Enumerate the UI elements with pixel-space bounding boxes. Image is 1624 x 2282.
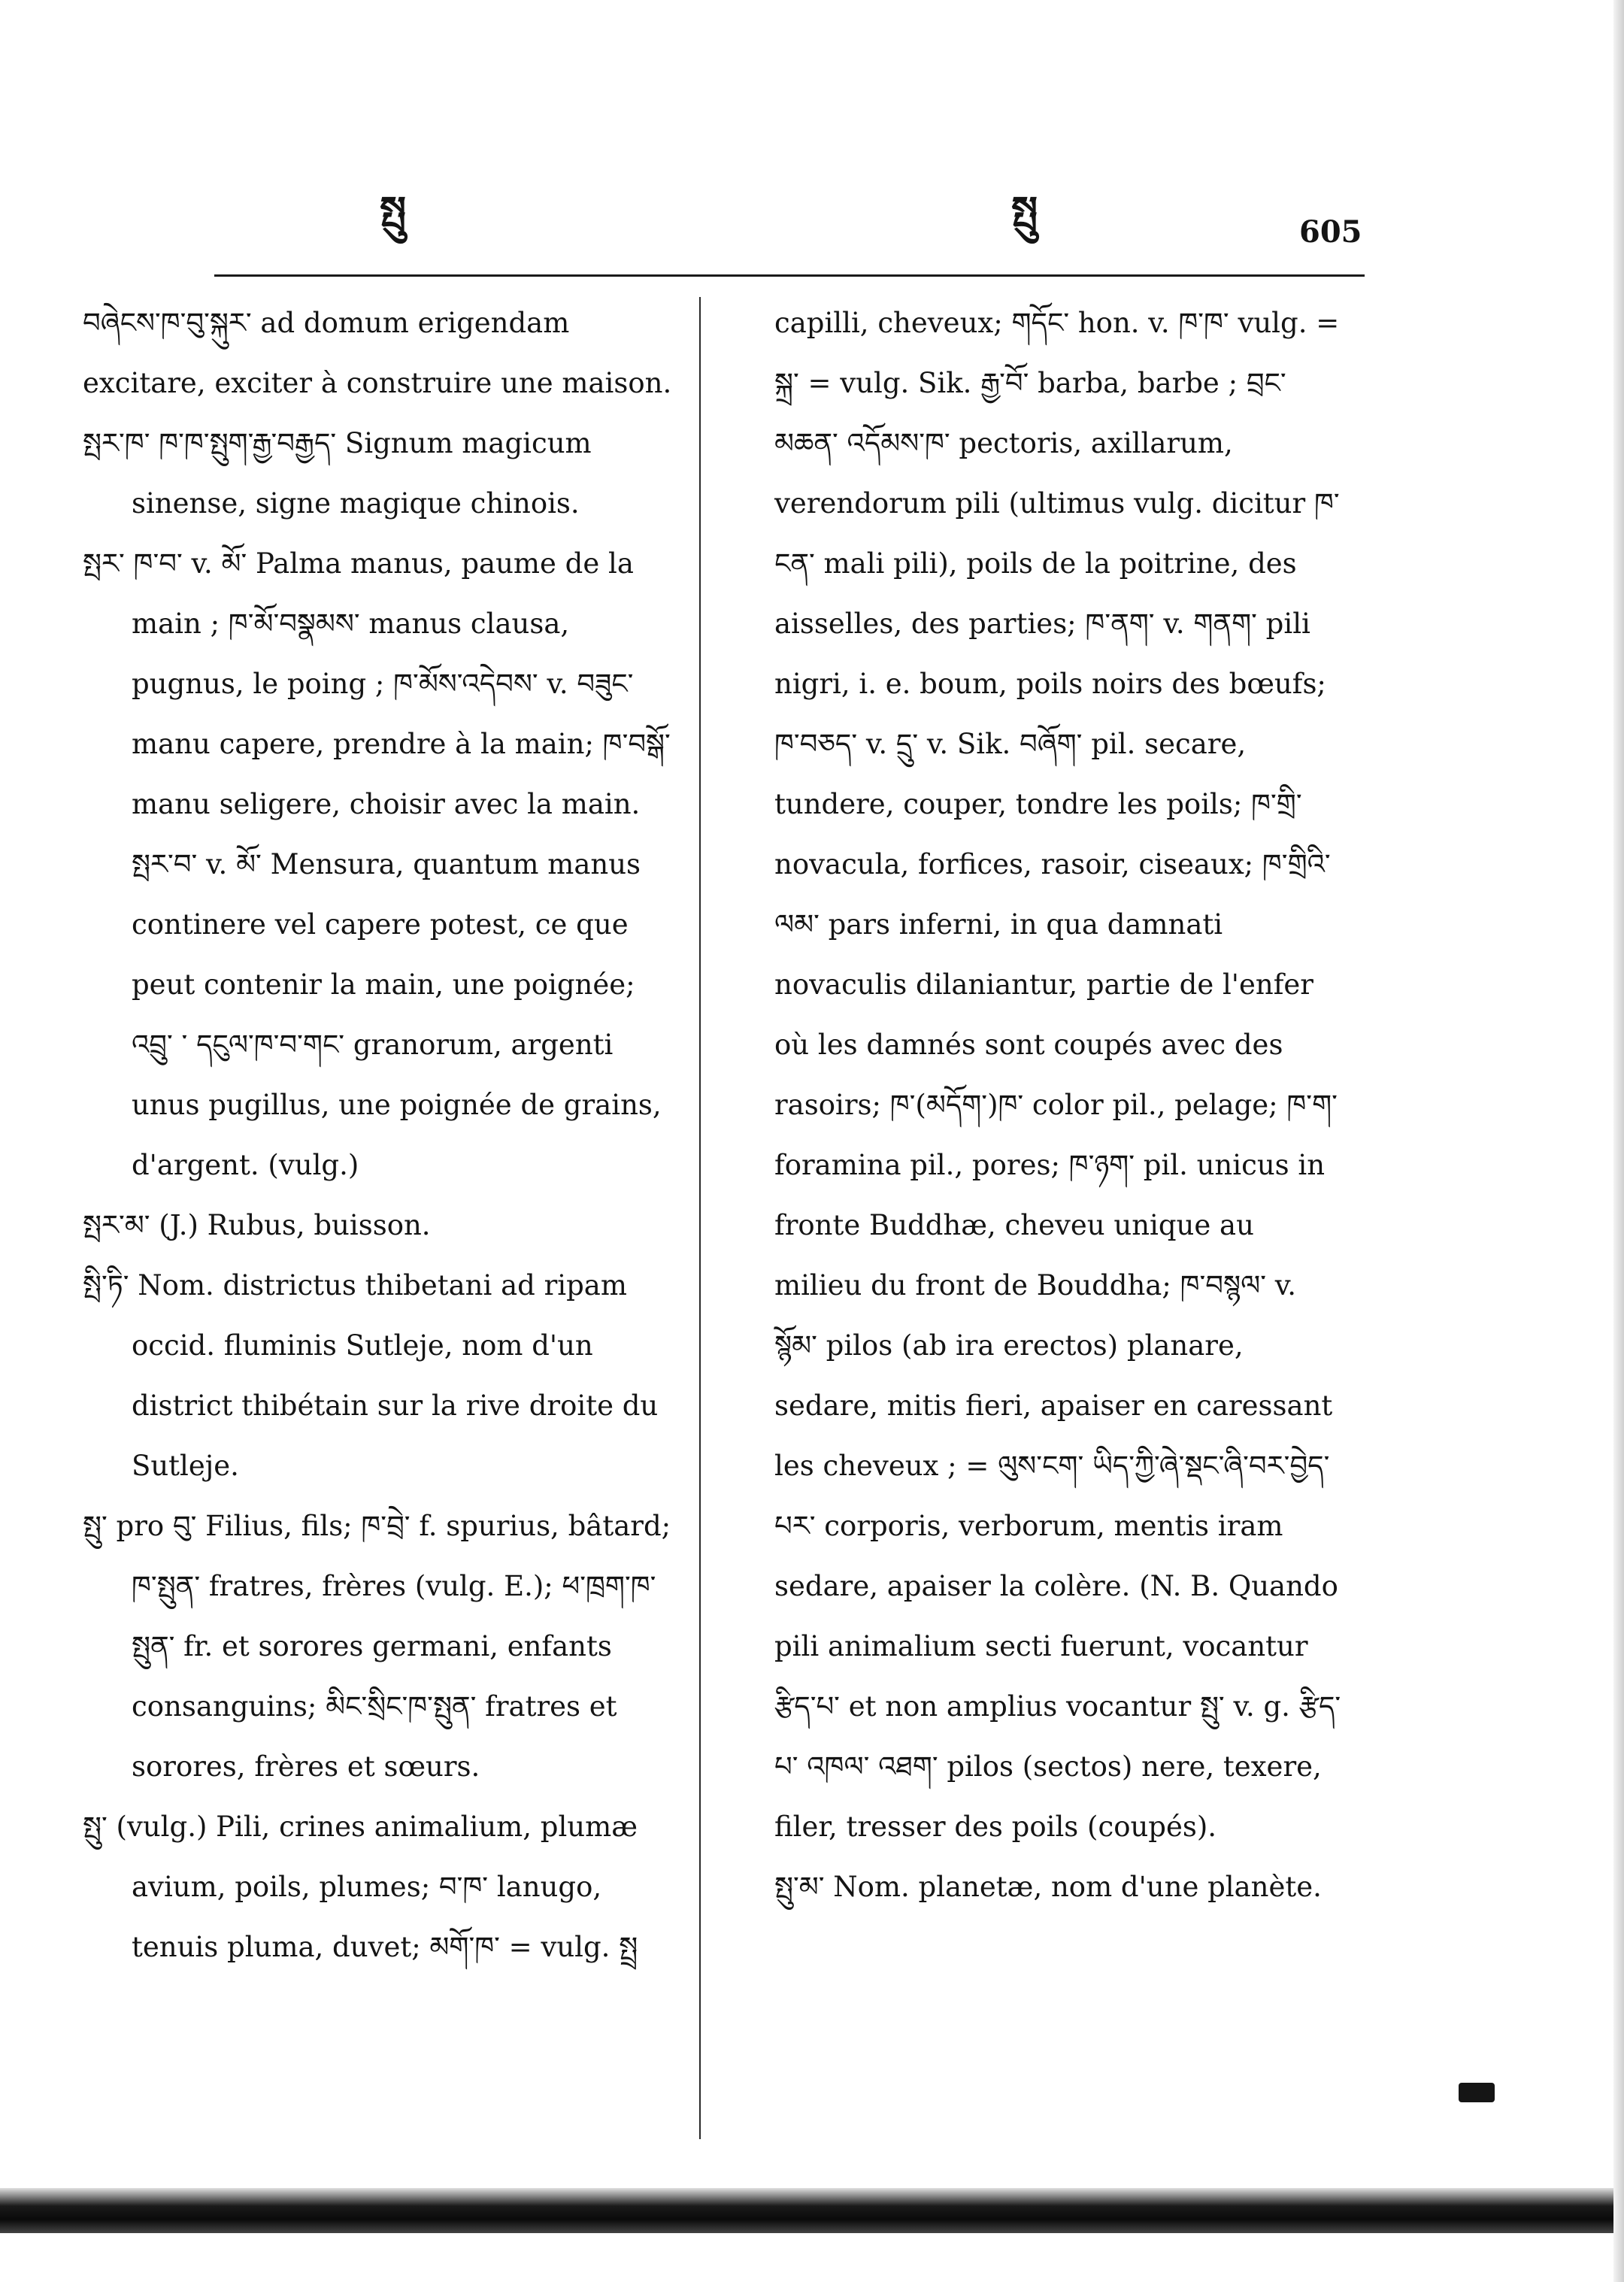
dictionary-entry: སྤུ་ (vulg.) Pili, crines animalium, plumæ avium, poils, plumes; བ་ཁ་ lanugo, tenuis pluma, duvet; མགོ་ཁ་ = vulg. སྤྲ <box>83 1811 638 1963</box>
dictionary-entry: སྤུ་ pro བུ་ Filius, fils; ཁ་བྲེ་ f. spurius, bâtard; ཁ་སྤུན་ fratres, frères (vulg. E.); ཕ་ཁྲག་ཁ་སྤུན་ fr. et sorores germani, enfants consanguins; མིང་སྲིང་ཁ་སྤུན་ fratres et sorores, frères et sœurs. <box>83 1510 671 1783</box>
dictionary-entry: སྤར་ཁ་ ཁ་ཁ་སྤུག་རྒྱ་བརྒྱད་ Signum magicum sinense, signe magique chinois. <box>83 427 592 520</box>
running-headword-left: སྤུ <box>380 188 407 234</box>
dictionary-entry: བཞེངས་ཁ་བུ་སྐུར་ ad domum erigendam excitare, exciter à construire une maison. <box>83 307 672 399</box>
dictionary-entry: སྤར་མ་ (J.) Rubus, buisson. <box>83 1209 431 1241</box>
right-column <box>774 293 1346 1917</box>
page-number: 605 <box>1299 214 1362 250</box>
left-column <box>83 293 677 1977</box>
dictionary-entry: སྤར་ ཁ་བ་ v. མོ་ Palma manus, paume de la main ; ཁ་མོ་བསྣམས་ manus clausa, pugnus, le poing ; ཁ་མོས་འདེབས་ v. བཟུང་ manu capere, prendre à la main; ཁ་བསྒོ་ manu seligere, choisir avec la main. <box>83 547 671 820</box>
dictionary-entry: capilli, cheveux; གདོང་ hon. v. ཁ་ཁ་ vulg. = སྐྲ་ = vulg. Sik. རྒྱ་བོ་ barba, barbe ; བྲང་ མཆན་ འདོམས་ཁ་ pectoris, axillarum, verendorum pili (ultimus vulg. dicitur ཁ་ངན་ mali pili), poils de la poitrine, des aisselles, des parties; ཁ་ནག་ v. གནག་ pili nigri, i. e. boum, poils noirs des bœufs; ཁ་བཅད་ v. དྲུ་ v. Sik. བཞོག་ pil. secare, tundere, couper, tondre les poils; ཁ་གྲི་ novacula, forfices, rasoir, ciseaux; ཁ་གྲིའི་ ལམ་ pars inferni, in qua damnati novaculis dilaniantur, partie de l'enfer où les damnés sont coupés avec des rasoirs; ཁ་(མདོག་)ཁ་ color pil., pelage; ཁ་ག་ foramina pil., pores; ཁ་ཉག་ pil. unicus in fronte Buddhæ, cheveu unique au milieu du front de Bouddha; ཁ་བསྙལ་ v. སྙོམ་ pilos (ab ira erectos) planare, sedare, mitis fieri, apaiser en caressant les cheveux ; = ལུས་ངག་ ཡིད་ཀྱི་ཞེ་སྡང་ཞི་བར་བྱེད་པར་ corporis, verborum, mentis iram sedare, apaiser la colère. (N. B. Quando pili animalium secti fuerunt, vocantur རྩིད་པ་ et non amplius vocantur སྤུ་ v. g. རྩིད་པ་ འཁལ་ འཐག་ pilos (sectos) nere, texere, filer, tresser des poils (coupés). <box>774 307 1341 1843</box>
running-headword-right: སྤུ <box>1011 188 1038 234</box>
header-rule <box>214 274 1365 277</box>
dictionary-subentry: སྤར་བ་ v. མོ་ Mensura, quantum manus continere vel capere potest, ce que peut contenir la main, une poignée; འབྲུ་ ་ དངུལ་ཁ་བ་གང་ granorum, argenti unus pugillus, une poignée de grains, d'argent. (vulg.) <box>132 848 662 1181</box>
printer-mark <box>1459 2083 1495 2102</box>
scan-edge-band <box>0 2188 1624 2233</box>
column-divider <box>699 297 701 2139</box>
scan-edge-right <box>1613 0 1624 2282</box>
dictionary-entry: སྤི་ཏི་ Nom. districtus thibetani ad ripam occid. fluminis Sutleje, nom d'un district thibétain sur la rive droite du Sutleje. <box>83 1269 659 1482</box>
dictionary-entry: སྤུ་མ་ Nom. planetæ, nom d'une planète. <box>774 1871 1322 1903</box>
